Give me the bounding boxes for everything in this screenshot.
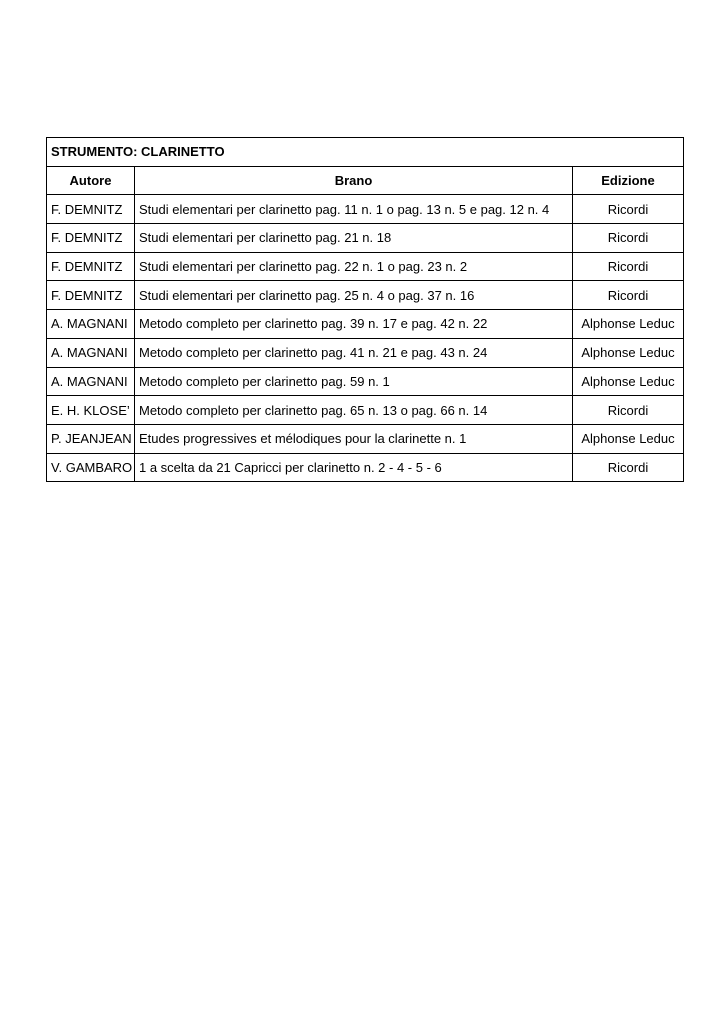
table-row	[47, 424, 684, 453]
cell-brano: Metodo completo per clarinetto pag. 41 n. 21 e pag. 43 n. 24	[135, 338, 573, 367]
cell-autore: F. DEMNITZ	[47, 252, 135, 281]
repertoire-table	[46, 137, 684, 482]
table-title-row	[47, 138, 684, 167]
table-row	[47, 310, 684, 339]
cell-autore: A. MAGNANI	[47, 338, 135, 367]
table-row	[47, 453, 684, 482]
table-row	[47, 338, 684, 367]
table-row	[47, 367, 684, 396]
cell-edizione: Alphonse Leduc	[573, 367, 684, 396]
table-row	[47, 195, 684, 224]
cell-brano: Studi elementari per clarinetto pag. 22 n. 1 o pag. 23 n. 2	[135, 252, 573, 281]
table-row	[47, 224, 684, 253]
cell-edizione: Ricordi	[573, 252, 684, 281]
cell-brano: Etudes progressives et mélodiques pour la clarinette n. 1	[135, 424, 573, 453]
cell-autore: A. MAGNANI	[47, 367, 135, 396]
cell-edizione: Ricordi	[573, 195, 684, 224]
cell-brano: 1 a scelta da 21 Capricci per clarinetto n. 2 - 4 - 5 - 6	[135, 453, 573, 482]
column-header-brano: Brano	[135, 166, 573, 195]
cell-edizione: Ricordi	[573, 453, 684, 482]
cell-edizione: Ricordi	[573, 224, 684, 253]
cell-autore: F. DEMNITZ	[47, 224, 135, 253]
table-row	[47, 252, 684, 281]
table-title: STRUMENTO: CLARINETTO	[47, 138, 684, 167]
cell-edizione: Alphonse Leduc	[573, 310, 684, 339]
cell-autore: E. H. KLOSE’	[47, 396, 135, 425]
cell-brano: Metodo completo per clarinetto pag. 39 n. 17 e pag. 42 n. 22	[135, 310, 573, 339]
cell-edizione: Ricordi	[573, 396, 684, 425]
cell-autore: F. DEMNITZ	[47, 281, 135, 310]
table-row	[47, 281, 684, 310]
cell-autore: A. MAGNANI	[47, 310, 135, 339]
table-header-row	[47, 166, 684, 195]
cell-autore: V. GAMBARO	[47, 453, 135, 482]
cell-brano: Metodo completo per clarinetto pag. 59 n. 1	[135, 367, 573, 396]
cell-autore: F. DEMNITZ	[47, 195, 135, 224]
cell-edizione: Alphonse Leduc	[573, 424, 684, 453]
cell-edizione: Ricordi	[573, 281, 684, 310]
cell-brano: Studi elementari per clarinetto pag. 25 n. 4 o pag. 37 n. 16	[135, 281, 573, 310]
column-header-autore: Autore	[47, 166, 135, 195]
cell-autore: P. JEANJEAN	[47, 424, 135, 453]
cell-brano: Studi elementari per clarinetto pag. 11 n. 1 o pag. 13 n. 5 e pag. 12 n. 4	[135, 195, 573, 224]
table-row	[47, 396, 684, 425]
cell-brano: Studi elementari per clarinetto pag. 21 n. 18	[135, 224, 573, 253]
column-header-edizione: Edizione	[573, 166, 684, 195]
cell-brano: Metodo completo per clarinetto pag. 65 n. 13 o pag. 66 n. 14	[135, 396, 573, 425]
cell-edizione: Alphonse Leduc	[573, 338, 684, 367]
